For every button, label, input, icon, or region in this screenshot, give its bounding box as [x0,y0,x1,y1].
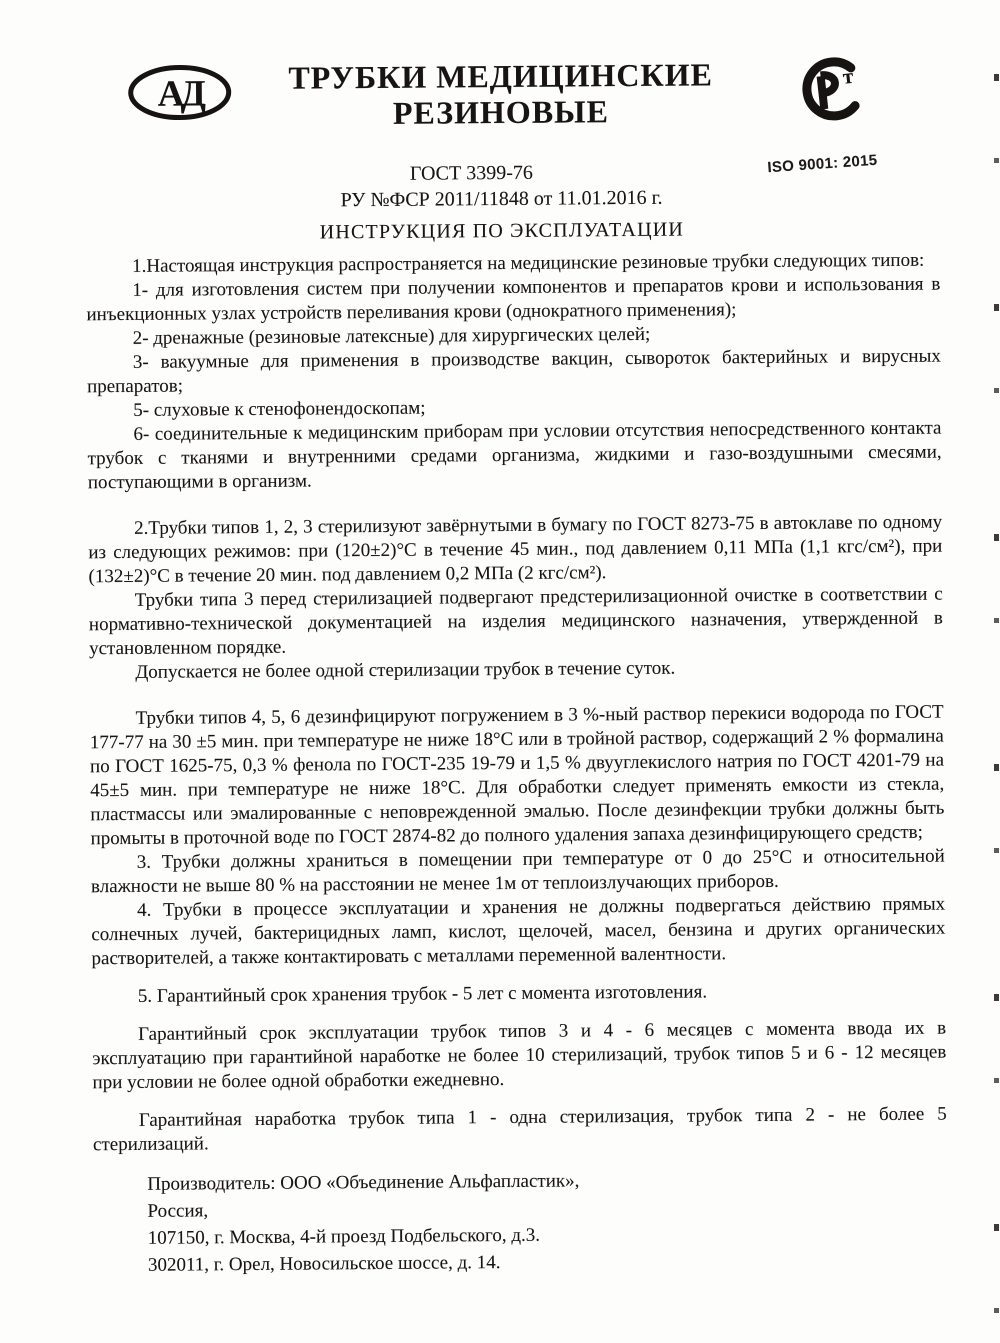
type-1-item: 1- для изготовления систем при получении компонентов и препаратов крови и использования в инъекционных узлах устройств переливания крови (однократного применения); [86,273,941,326]
manufacturer-line: Производитель: ООО «Объединение Альфапластик», [147,1170,580,1195]
sterilization-limit-paragraph: Допускается не более одной стерилизации трубок в течение суток. [135,657,676,683]
presterilization-paragraph: Трубки типа 3 перед стерилизацией подвергают предстерилизационной очистке в соответствии с нормативно-технической документацией на изделия медицинского назначения, утвержденной в установленном порядке. [88,583,943,660]
type-5-item: 5- слуховые к стенофонендоскопам; [133,397,426,421]
scan-edge-artifacts [994,0,999,1343]
registration-number: РУ №ФСР 2011/11848 от 11.01.2016 г. [340,186,663,212]
instruction-heading: ИНСТРУКЦИЯ ПО ЭКСПЛУАТАЦИИ [319,218,685,244]
svg-text:АД: АД [157,73,202,115]
document-title-line1: ТРУБКИ МЕДИЦИНСКИЕ [288,56,713,96]
usage-restrictions-paragraph: 4. Трубки в процессе эксплуатации и хранения не должны подвергаться действию прямых солнечных лучей, бактерицидных ламп, кислот, щелочей, масел, бензина и других органических растворителей, а также контактировать с металлами переменной валентности. [91,893,946,970]
intro-paragraph: 1.Настоящая инструкция распространяется на медицинские резиновые трубки следующих типов: [131,249,925,277]
disinfection-paragraph: Трубки типов 4, 5, 6 дезинфицируют погружением в 3 %-ный раствор перекиси водорода по ГОСТ 177-77 на 30 ±5 мин. при температуре не ниже 18°С или в тройной раствор, содержащий 2 % формалина по ГОСТ 1625-75, 0,3 % фенола по ГОСТ-235 19-79 и 1,5 % двууглекислого натрия по ГОСТ 4201-79 на 45±5 мин. при температуре не ниже 18°С. Для обработки следует применять емкости из стекла, пластмассы или эмалированные с неповрежденной эмалью. После дезинфекции трубки должны быть промыты в проточной воде по ГОСТ 2874-82 до полного удаления запаха дезинфицирующего средств; [89,701,945,850]
document-title-line2: РЕЗИНОВЫЕ [392,93,609,132]
warranty-cycles-paragraph: Гарантийная наработка трубок типа 1 - одна стерилизация, трубок типа 2 - не более 5 стерилизаций. [92,1103,947,1156]
document-header [0,0,1000,256]
storage-paragraph: 3. Трубки должны храниться в помещении при температуре от 0 до 25°С и относительной влажности не выше 80 % на расстоянии не менее 1м от теплоизлучающих приборов. [90,845,945,898]
type-2-item: 2- дренажные (резиновые латексные) для хирургических целей; [132,323,651,349]
document-body [86,249,948,1280]
orel-address-line: 302011, г. Орел, Новосильское шоссе, д. 14. [147,1252,501,1276]
type-6-item: 6- соединительные к медицинским приборам при условии отсутствия непосредственного контакта трубок с тканями и внутренними средами организма, жидкими и газо-воздушными смесями, поступающими в организм. [87,417,942,494]
gost-number: ГОСТ 3399-76 [409,161,533,185]
manufacturer-block [147,1165,948,1279]
warranty-operation-paragraph: Гарантийный срок эксплуатации трубок типов 3 и 4 - 6 месяцев с момента ввода их в эксплуатацию при гарантийной наработке не более 10 стерилизаций, трубок типов 5 и 6 - 12 месяцев при условии не более одной обработки ежедневно. [92,1017,947,1094]
svg-text:т: т [841,63,855,89]
type-3-item: 3- вакуумные для применения в производстве вакцин, сывороток бактерийных и вирусных препаратов; [86,345,941,398]
iso-certification-label: ISO 9001: 2015 [766,151,878,177]
warranty-storage-paragraph: 5. Гарантийный срок хранения трубок - 5 лет с момента изготовления. [137,981,708,1007]
sterilization-paragraph: 2.Трубки типов 1, 2, 3 стерилизуют завёрнутыми в бумагу по ГОСТ 8273-75 в автоклаве по одному из следующих режимов: при (120±2)°С в течение 45 мин., под давлением 0,11 МПа (1,1 кгс/см²), при (132±2)°С в течение 20 мин. под давлением 0,2 МПа (2 кгс/см²). [88,511,943,588]
rostest-certification-icon [792,52,868,138]
country-line: Россия, [147,1200,209,1222]
moscow-address-line: 107150, г. Москва, 4-й проезд Подбельского, д.3. [147,1224,541,1249]
